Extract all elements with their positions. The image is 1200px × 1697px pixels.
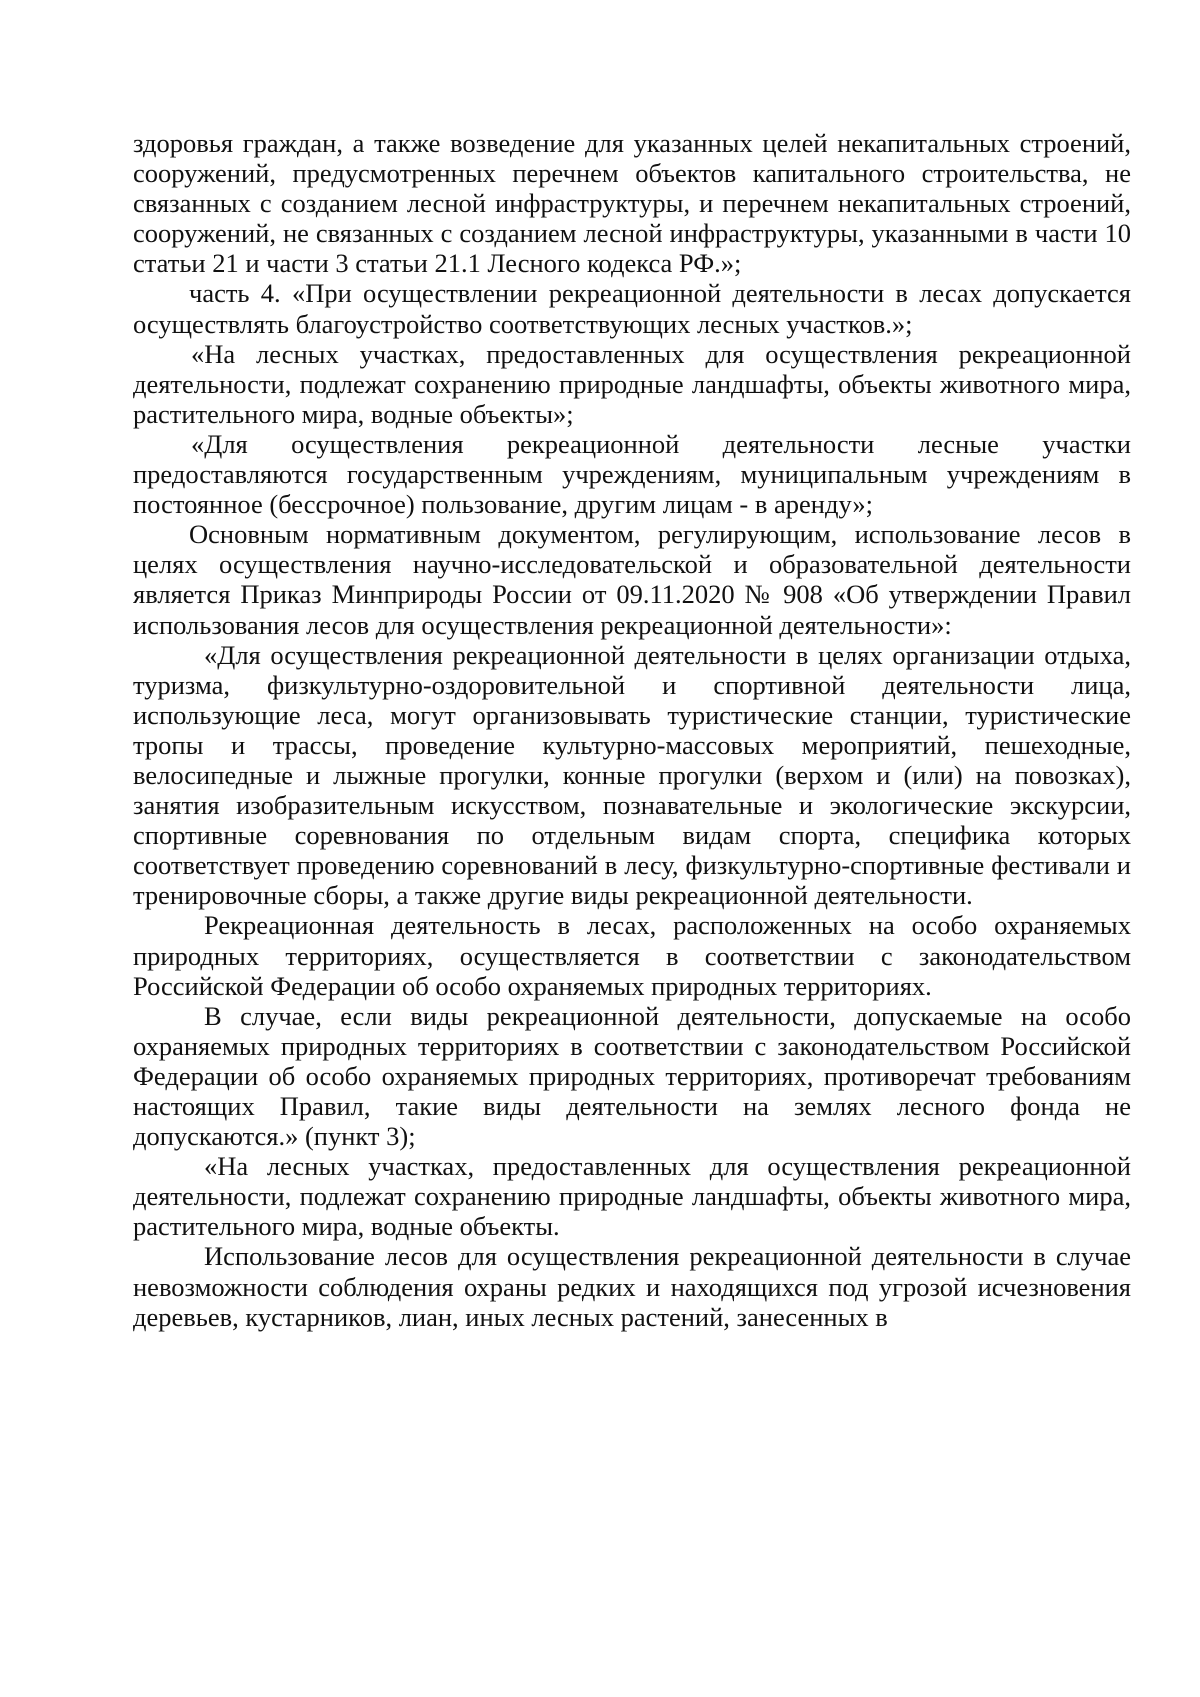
paragraph-5: Основным нормативным документом, регулирующим, использование лесов в целях осуществления научно-исследовательской и образовательной деятельности является Приказ Минприроды России от 09.11.2020 № 908 «Об утверждении Правил использования лесов для осуществления рекреационной деятельности»: bbox=[133, 519, 1131, 640]
paragraph-8: В случае, если виды рекреационной деятельности, допускаемые на особо охраняемых природных территориях в соответствии с законодательством Российской Федерации об особо охраняемых природных территориях, противоречат требованиям настоящих Правил, такие виды деятельности на землях лесного фонда не допускаются.» (пункт 3); bbox=[133, 1000, 1131, 1152]
paragraph-10: Использование лесов для осуществления рекреационной деятельности в случае невозможности соблюдения охраны редких и находящихся под угрозой исчезновения деревьев, кустарников, лиан, иных лесных растений, занесенных в bbox=[133, 1241, 1131, 1332]
paragraph-9: «На лесных участках, предоставленных для осуществления рекреационной деятельности, подлежат сохранению природные ландшафты, объекты животного мира, растительного мира, водные объекты. bbox=[133, 1151, 1131, 1242]
paragraph-7: Рекреационная деятельность в лесах, расположенных на особо охраняемых природных территориях, осуществляется в соответствии с законодательством Российской Федерации об особо охраняемых природных территориях. bbox=[133, 910, 1131, 1001]
paragraph-6: «Для осуществления рекреационной деятельности в целях организации отдыха, туризма, физкультурно-оздоровительной и спортивной деятельности лица, использующие леса, могут организовывать туристические станции, туристические тропы и трассы, проведение культурно-массовых мероприятий, пешеходные, велосипедные и лыжные прогулки, конные прогулки (верхом и (или) на повозках), занятия изобразительным искусством, познавательные и экологические экскурсии, спортивные соревнования по отдельным видам спорта, специфика которых соответствует проведению соревнований в лесу, физкультурно-спортивные фестивали и тренировочные сборы, а также другие виды рекреационной деятельности. bbox=[133, 639, 1131, 911]
paragraph-3: «На лесных участках, предоставленных для осуществления рекреационной деятельности, подлежат сохранению природные ландшафты, объекты животного мира, растительного мира, водные объекты»; bbox=[133, 338, 1131, 429]
paragraph-2: часть 4. «При осуществлении рекреационной деятельности в лесах допускается осуществлять благоустройство соответствующих лесных участков.»; bbox=[133, 278, 1131, 339]
paragraph-1: здоровья граждан, а также возведение для указанных целей некапитальных строений, сооружений, предусмотренных перечнем объектов капитального строительства, не связанных с созданием лесной инфраструктуры, и перечнем некапитальных строений, сооружений, не связанных с созданием лесной инфраструктуры, указанными в части 10 статьи 21 и части 3 статьи 21.1 Лесного кодекса РФ.»; bbox=[133, 128, 1131, 279]
document-body bbox=[133, 128, 1131, 1332]
paragraph-4: «Для осуществления рекреационной деятельности лесные участки предоставляются государственным учреждениям, муниципальным учреждениям в постоянное (бессрочное) пользование, другим лицам - в аренду»; bbox=[133, 428, 1131, 520]
